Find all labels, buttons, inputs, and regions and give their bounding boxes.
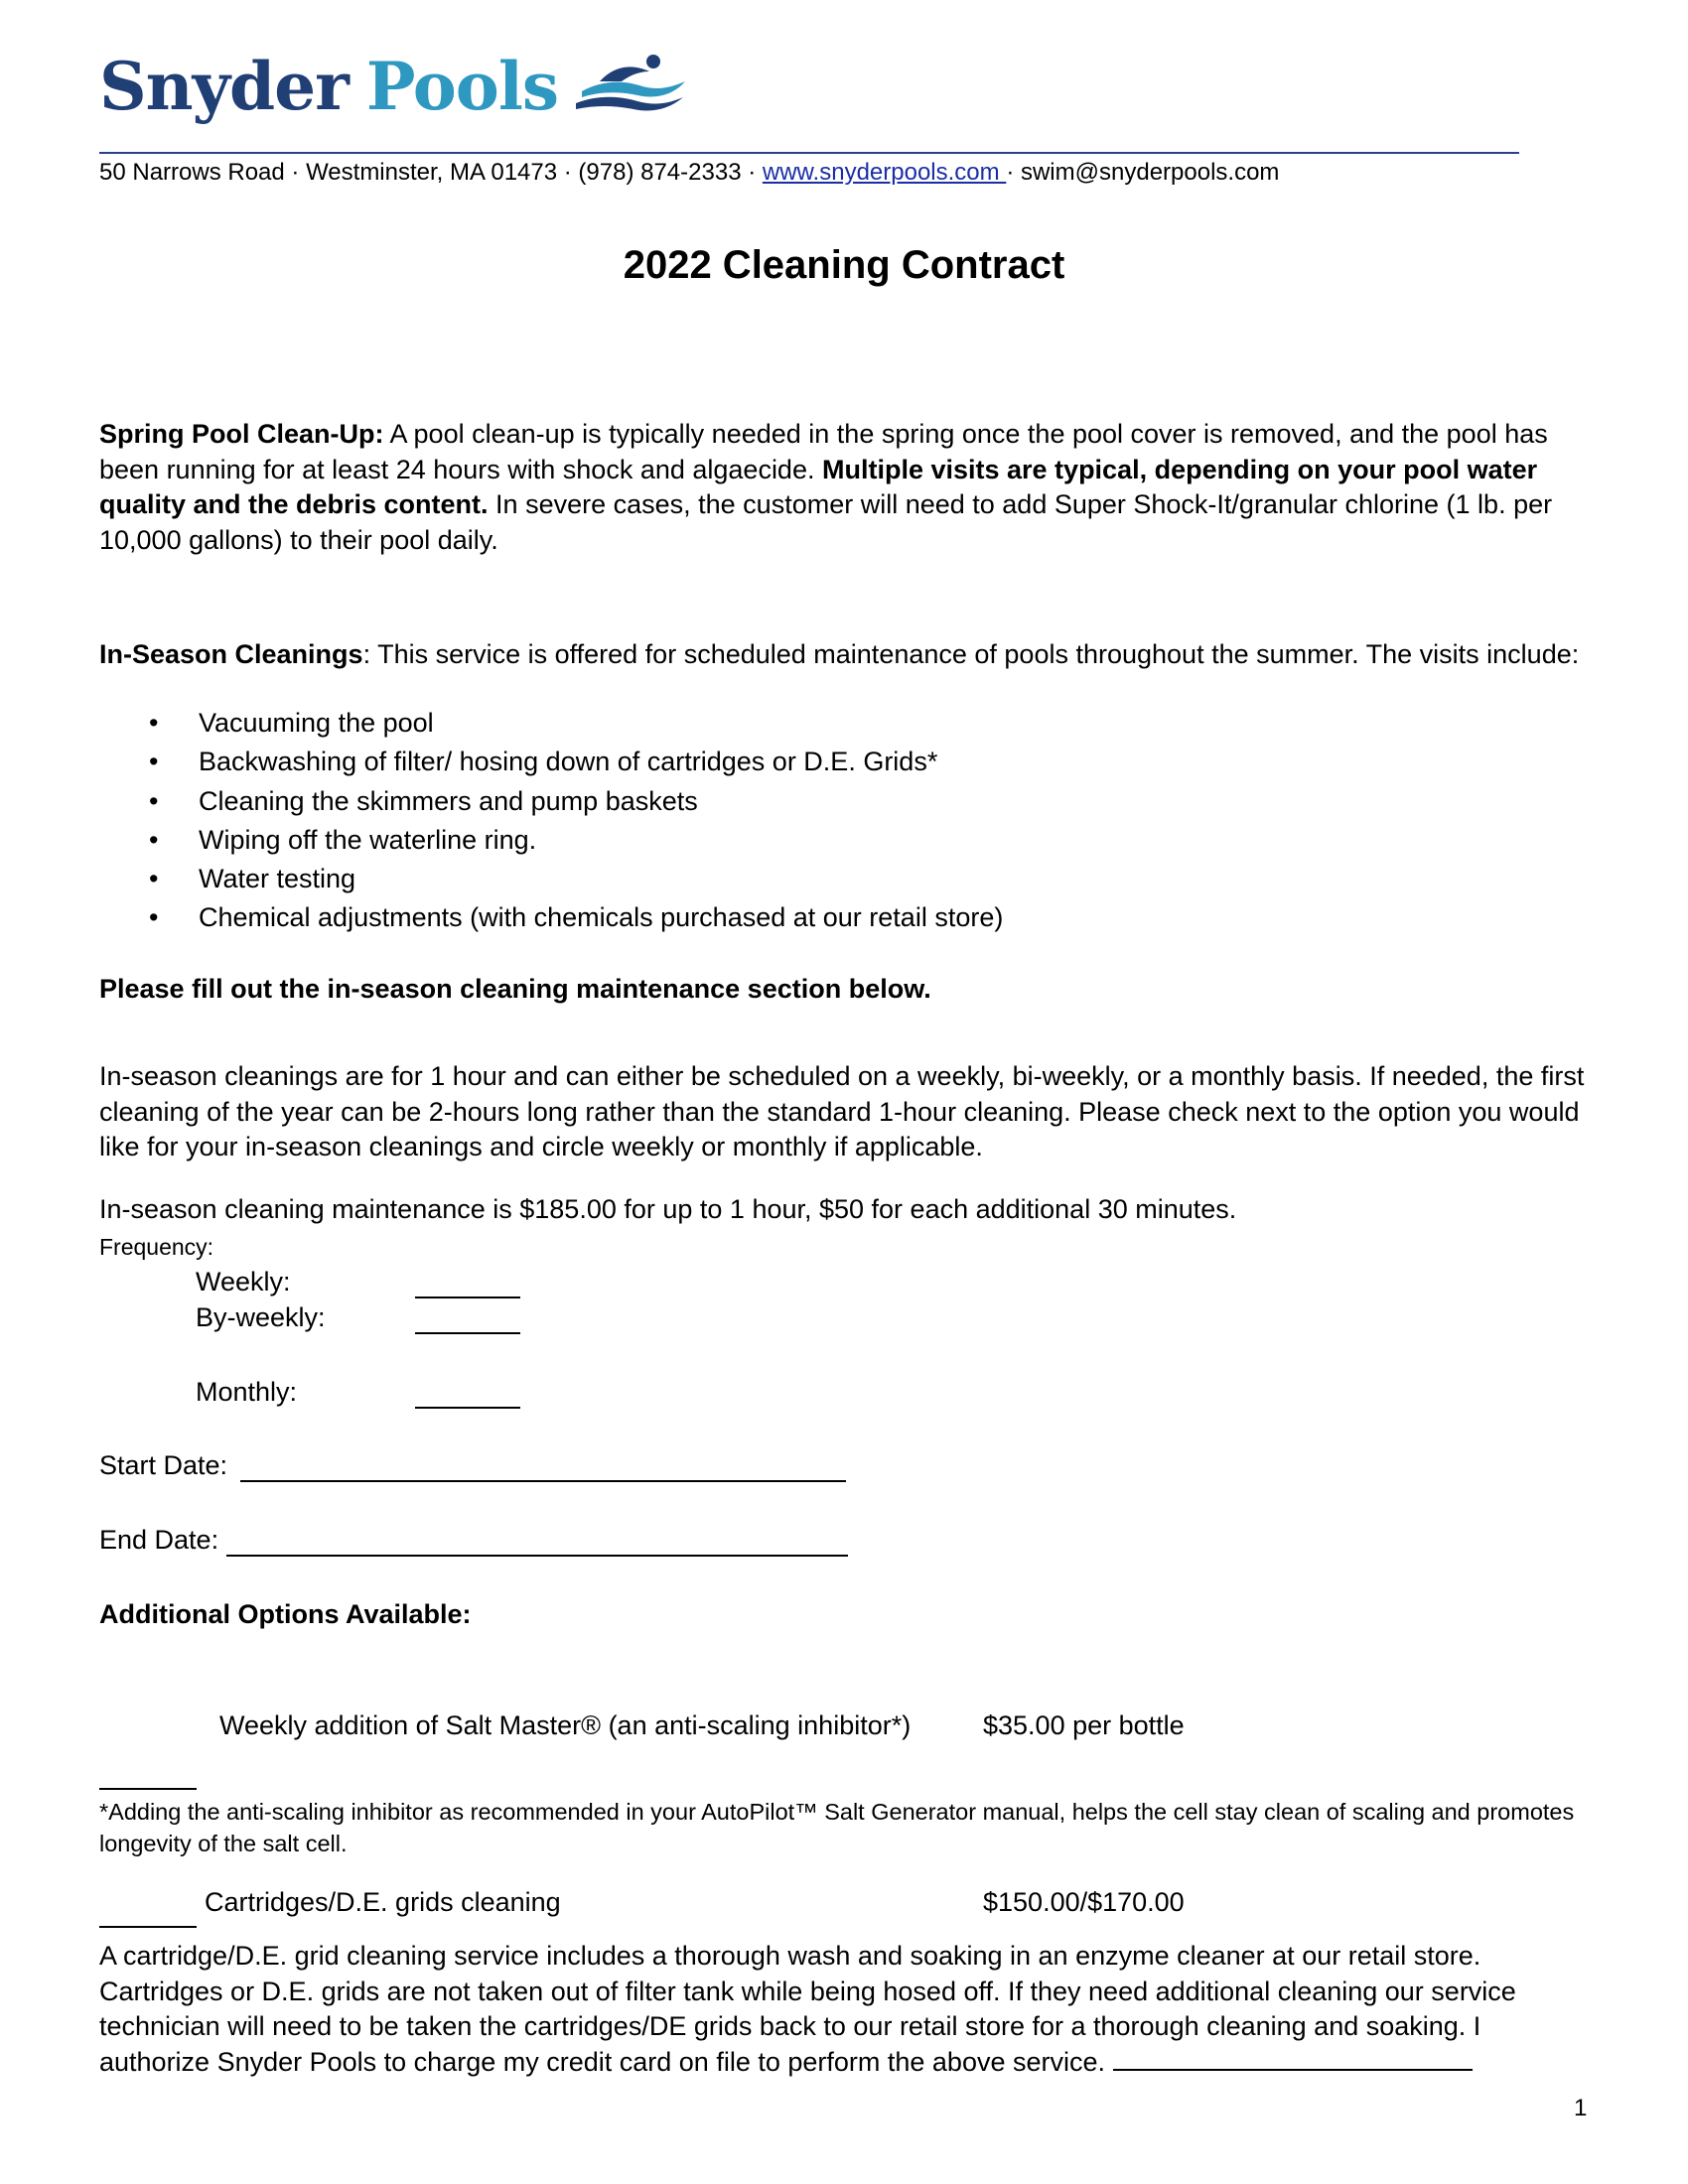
email-text: · swim@snyderpools.com: [1006, 159, 1280, 186]
list-item: • Chemical adjustments (with chemicals purchased at our retail store): [99, 898, 1003, 937]
cartridge-text: A cartridge/D.E. grid cleaning service includes a thorough wash and soaking in an enzyme cleaner at our retail store. Cartridges or D.E. grids are not taken out of filter tank while being hosed off. If they need additional cleaning our service technician will need to be taken the cartridges/DE grids back to our retail store for a thorough cleaning and soaking. I authorize Snyder Pools to charge my credit card on file to perform the above service.: [99, 1941, 1516, 2077]
additional-options-heading: Additional Options Available:: [99, 1599, 472, 1629]
authorization-signature-field[interactable]: [1113, 2069, 1473, 2071]
start-date-label: Start Date:: [99, 1450, 228, 1480]
in-season-paragraph: [99, 638, 1594, 671]
spring-text-1: A pool clean-up is typically needed in the spring once the pool cover is removed, and the pool has been running for at least 24 hours with shock and algaecide.: [99, 419, 1548, 484]
spring-label: Spring Pool Clean-Up:: [99, 419, 384, 449]
swimmer-wave-icon: [570, 52, 687, 113]
spring-text-2: In severe cases, the customer will need to add Super Shock-It/granular chlorine (1 lb. per 10,000 gallons) to their pool daily.: [99, 489, 1553, 555]
page-title: 2022 Cleaning Contract: [623, 243, 1065, 287]
cartridge-option-checkbox-blank[interactable]: [99, 1926, 197, 1928]
cartridge-option-price: $150.00/$170.00: [983, 1887, 1185, 1917]
in-season-text: : This service is offered for scheduled maintenance of pools throughout the summer. The visits include:: [362, 639, 1580, 669]
byweekly-blank[interactable]: [415, 1332, 520, 1334]
end-date-label: End Date:: [99, 1525, 219, 1555]
cartridge-option-label: Cartridges/D.E. grids cleaning: [205, 1887, 561, 1917]
start-date-field[interactable]: [240, 1480, 846, 1482]
website-link[interactable]: www.snyderpools.com: [762, 159, 1007, 186]
weekly-label: Weekly:: [196, 1267, 291, 1297]
byweekly-label: By-weekly:: [196, 1302, 326, 1332]
page-number: 1: [1574, 2095, 1588, 2121]
in-season-list: [99, 704, 1003, 938]
logo-text-pools: Pools: [365, 48, 559, 125]
frequency-label: Frequency:: [99, 1234, 214, 1260]
list-item: • Water testing: [99, 860, 1003, 898]
salt-footnote: *Adding the anti-scaling inhibitor as recommended in your AutoPilot™ Salt Generator manual, helps the cell stay clean of scaling and promotes longevity of the salt cell.: [99, 1799, 1575, 1856]
list-item: • Backwashing of filter/ hosing down of cartridges or D.E. Grids*: [99, 743, 1003, 781]
fill-out-note: Please fill out the in-season cleaning maintenance section below.: [99, 974, 931, 1004]
list-item: • Wiping off the waterline ring.: [99, 821, 1003, 860]
end-date-field[interactable]: [226, 1555, 848, 1557]
salt-option-checkbox-blank[interactable]: [99, 1788, 197, 1790]
cartridge-paragraph: [99, 1939, 1594, 2080]
spring-bold-text: Multiple visits are typical, depending on your pool water quality and the debris content.: [99, 454, 1538, 519]
salt-option-label: Weekly addition of Salt Master® (an anti-scaling inhibitor*): [219, 1710, 912, 1740]
spring-cleanup-paragraph: [99, 417, 1594, 558]
salt-option-price: $35.00 per bottle: [983, 1710, 1185, 1740]
monthly-blank[interactable]: [415, 1407, 520, 1409]
price-text: In-season cleaning maintenance is $185.00 for up to 1 hour, $50 for each additional 30 minutes.: [99, 1194, 1237, 1224]
contact-line: [99, 159, 1279, 187]
in-season-label: In-Season Cleanings: [99, 639, 363, 669]
monthly-label: Monthly:: [196, 1377, 298, 1407]
list-item: • Vacuuming the pool: [99, 704, 1003, 743]
list-item: • Cleaning the skimmers and pump baskets: [99, 782, 1003, 821]
weekly-blank[interactable]: [415, 1297, 520, 1298]
company-logo: [99, 48, 687, 125]
schedule-paragraph: In-season cleanings are for 1 hour and can either be scheduled on a weekly, bi-weekly, or a monthly basis. If needed, the first cleaning of the year can be 2-hours long rather than the standard 1-hour cleaning. Please check next to the option you would like for your in-season cleanings and circle weekly or monthly if applicable.: [99, 1061, 1585, 1161]
header-rule: [99, 152, 1519, 154]
address-text: 50 Narrows Road · Westminster, MA 01473 · (978) 874-2333 ·: [99, 159, 763, 186]
logo-text-snyder: Snyder: [99, 48, 349, 125]
